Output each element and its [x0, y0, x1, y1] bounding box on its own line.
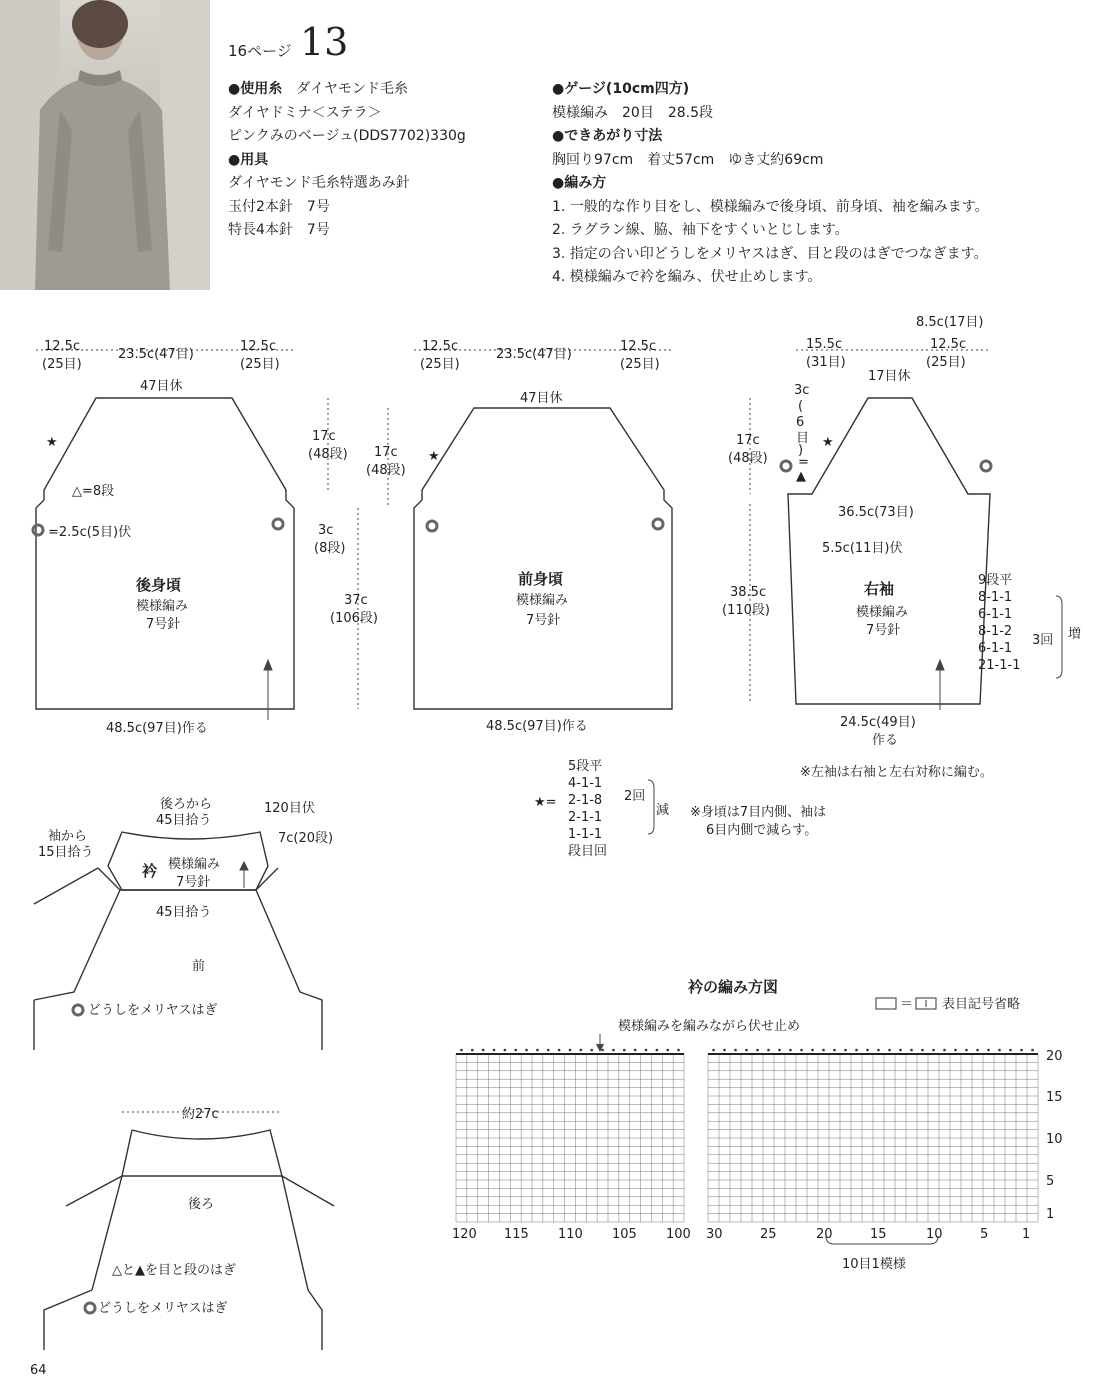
left-line: ピンクみのベージュ(DDS7702)330g [228, 128, 466, 144]
back-h3: 37c [344, 593, 368, 608]
sleeve-mid: 36.5c(73目) [838, 505, 914, 520]
right-line: 3. 指定の合い印どうしをメリヤスはぎ、目と段のはぎでつなぎます。 [552, 245, 988, 262]
back-needle: 7号針 [146, 617, 181, 632]
bindoff-stitch-icon [745, 1049, 748, 1052]
match-mark-icon [427, 521, 437, 531]
back-title: 後身頃 [136, 576, 182, 594]
back-w3: 12.5c [240, 339, 277, 354]
bindoff-stitch-icon [921, 1049, 924, 1052]
bindoff-stitch-icon [833, 1049, 836, 1052]
front-assembly-lines [34, 868, 322, 1050]
bindoff-stitch-icon [778, 1049, 781, 1052]
sleeve-title: 右袖 [864, 580, 895, 598]
sleeve-h1: 17c [736, 433, 760, 448]
bindoff-stitch-icon [910, 1049, 913, 1052]
star-table-row: 4-1-1 [568, 776, 603, 791]
bindoff-stitch-icon [866, 1049, 869, 1052]
match-mark-icon [653, 519, 663, 529]
bindoff-stitch-icon [789, 1049, 792, 1052]
chart-x-tick: 110 [558, 1227, 583, 1242]
collar-sleeve-pick1: 袖から [48, 829, 88, 844]
front-top: 47目休 [520, 391, 563, 406]
match-mark-icon [273, 519, 283, 529]
right-line: 2. ラグラン線、脇、袖下をすくいとじします。 [552, 222, 849, 238]
sleeve-inc-label: 増 [1068, 627, 1082, 642]
collar-needle: 7号針 [176, 875, 211, 890]
bindoff-stitch-icon [580, 1049, 583, 1052]
sleeve-w3: 12.5c [930, 337, 967, 352]
sleeve-inc-row: 8-1-1 [978, 590, 1013, 605]
back-circle-note: =2.5c(5目)伏 [48, 525, 132, 540]
backview-join1: △と▲を目と段のはぎ [112, 1263, 236, 1278]
bindoff-stitch-icon [471, 1049, 474, 1052]
bindoff-stitch-icon [998, 1049, 1001, 1052]
sleeve-inc-row: 6-1-1 [978, 641, 1013, 656]
chart-y-tick: 5 [1046, 1174, 1055, 1189]
chart-x-tick: 1 [1022, 1227, 1031, 1242]
star-table-row: 2-1-8 [568, 793, 603, 808]
back-h3-sub: (106段) [330, 611, 378, 626]
bindoff-stitch-icon [756, 1049, 759, 1052]
bindoff-stitch-icon [547, 1049, 550, 1052]
bindoff-stitch-icon [612, 1049, 615, 1052]
star-icon: ★ [822, 435, 834, 450]
sleeve-bottom: 24.5c(49目) [840, 715, 916, 730]
right-line: ●編み方 [552, 175, 607, 191]
back-h2: 3c [318, 523, 334, 538]
collar-pattern: 模様編み [168, 857, 221, 872]
back-w1-sub: (25目) [42, 357, 82, 372]
front-h1: 17c [374, 445, 398, 460]
bindoff-stitch-icon [666, 1049, 669, 1052]
star-table-row: 2-1-1 [568, 810, 603, 825]
right-line: ●できあがり寸法 [552, 128, 663, 144]
bindoff-stitch-icon [656, 1049, 659, 1052]
back-w2: 23.5c(47目) [118, 347, 194, 362]
collar-name: 衿 [142, 862, 158, 880]
back-body-outline [36, 398, 294, 709]
sleeve-top: 17目休 [868, 369, 911, 384]
bindoff-stitch-icon [504, 1049, 507, 1052]
bindoff-stitch-icon [723, 1049, 726, 1052]
svg-text:＝: ＝ [900, 997, 914, 1012]
bindoff-stitch-icon [855, 1049, 858, 1052]
back-w3-sub: (25目) [240, 357, 280, 372]
chart-x-tick: 20 [816, 1227, 833, 1242]
bindoff-stitch-icon [734, 1049, 737, 1052]
bindoff-stitch-icon [460, 1049, 463, 1052]
chart-x-tick: 15 [870, 1227, 887, 1242]
right-line: 4. 模様編みで衿を編み、伏せ止めします。 [552, 269, 822, 285]
sleeve-inc-row: 6-1-1 [978, 607, 1013, 622]
sleeve-inc-row: 21-1-1 [978, 658, 1021, 673]
sleeve-inc-row: 9段平 [978, 573, 1013, 588]
collar-join: どうしをメリヤスはぎ [88, 1003, 218, 1018]
front-w1: 12.5c [422, 339, 459, 354]
bindoff-stitch-icon [943, 1049, 946, 1052]
chart-x-tick: 100 [666, 1227, 691, 1242]
chart-y-tick: 1 [1046, 1207, 1055, 1222]
bindoff-stitch-icon [493, 1049, 496, 1052]
star-icon: ★ [46, 435, 58, 450]
match-mark-icon [33, 525, 43, 535]
front-bottom: 48.5c(97目)作る [486, 719, 588, 734]
pattern-number: 13 [300, 20, 349, 64]
match-mark-icon [85, 1303, 95, 1313]
right-line: ●ゲージ(10cm四方) [552, 81, 690, 97]
sleeve-h1-sub: (48段) [728, 451, 768, 466]
star-table-row: 5段平 [568, 759, 603, 774]
bindoff-stitch-icon [536, 1049, 539, 1052]
back-h2-sub: (8段) [314, 541, 346, 556]
bindoff-stitch-icon [712, 1049, 715, 1052]
back-bottom: 48.5c(97目)作る [106, 721, 208, 736]
bindoff-stitch-icon [1020, 1049, 1023, 1052]
left-line: ●使用糸 ダイヤモンド毛糸 [228, 81, 408, 97]
page-number: 64 [30, 1363, 47, 1378]
chart-x-tick: 30 [706, 1227, 723, 1242]
bindoff-stitch-icon [800, 1049, 803, 1052]
sleeve-v1: 3c [794, 383, 810, 398]
match-mark-icon [981, 461, 991, 471]
collar-chart-grid [456, 1049, 1038, 1222]
bindoff-stitch-icon [1031, 1049, 1034, 1052]
bindoff-stitch-icon [634, 1049, 637, 1052]
left-line: 特長4本針 7号 [228, 222, 330, 238]
star-note1: ※身頃は7目内側、袖は [690, 805, 827, 820]
collar-sleeve-pick2: 15目拾う [38, 845, 94, 860]
bindoff-stitch-icon [987, 1049, 990, 1052]
left-line: ダイヤモンド毛糸特選あみ針 [228, 175, 410, 191]
front-w2: 23.5c(47目) [496, 347, 572, 362]
front-h1-sub: (48段) [366, 463, 406, 478]
chart-x-tick: 120 [452, 1227, 477, 1242]
sleeve-note: ※左袖は右袖と左右対称に編む。 [800, 765, 993, 780]
backview-width: 約27c [182, 1107, 219, 1122]
sleeve-h2: 38.5c [730, 585, 767, 600]
back-h1: 17c [312, 429, 336, 444]
bindoff-stitch-icon [1009, 1049, 1012, 1052]
back-top: 47目休 [140, 379, 183, 394]
sleeve-w1-sub: (31目) [806, 355, 846, 370]
collar-chart-axes [452, 1049, 1063, 1242]
sleeve-v1b: 6 [796, 415, 805, 430]
right-line: 模様編み 20目 28.5段 [552, 104, 713, 121]
front-body-outline [414, 408, 672, 709]
triangle-filled-icon: ▲ [796, 469, 806, 484]
bindoff-stitch-icon [888, 1049, 891, 1052]
back-triangle-note: △=8段 [72, 484, 115, 499]
bindoff-stitch-icon [899, 1049, 902, 1052]
sleeve-pattern: 模様編み [856, 605, 909, 620]
bindoff-stitch-icon [932, 1049, 935, 1052]
sleeve-v1d: ) [798, 443, 804, 458]
bindoff-stitch-icon [590, 1049, 593, 1052]
left-line: 玉付2本針 7号 [228, 198, 330, 215]
collar-front-pick: 45目拾う [156, 905, 212, 920]
chart-x-tick: 5 [980, 1227, 989, 1242]
star-dec-label: 減 [656, 803, 670, 818]
left-line: ダイヤドミナ＜ステラ＞ [228, 104, 382, 121]
bindoff-stitch-icon [601, 1049, 604, 1052]
chart-repeat: 10目1模様 [842, 1257, 906, 1272]
sleeve-w1: 15.5c [806, 337, 843, 352]
page-ref: 16ページ [228, 42, 292, 60]
sleeve-circle-note: 5.5c(11目)伏 [822, 541, 903, 556]
sleeve-v1a: ( [798, 399, 804, 414]
sleeve-v1e: = [798, 455, 809, 470]
bindoff-stitch-icon [645, 1049, 648, 1052]
backview-label: 後ろ [188, 1197, 215, 1212]
collar-height: 7c(20段) [278, 831, 334, 846]
bindoff-stitch-icon [767, 1049, 770, 1052]
star-note2: 6目内側で減らす。 [706, 823, 818, 838]
chart-x-tick: 10 [926, 1227, 943, 1242]
star-table-row: 1-1-1 [568, 827, 603, 842]
sleeve-h2-sub: (110段) [722, 603, 770, 618]
bindoff-stitch-icon [569, 1049, 572, 1052]
bindoff-stitch-icon [954, 1049, 957, 1052]
chart-title: 衿の編み方図 [688, 978, 779, 996]
star-icon: ★ [428, 449, 440, 464]
front-w3-sub: (25目) [620, 357, 660, 372]
bindoff-stitch-icon [844, 1049, 847, 1052]
bindoff-stitch-icon [525, 1049, 528, 1052]
chart-y-tick: 20 [1046, 1049, 1063, 1064]
sleeve-times: 3回 [1032, 633, 1054, 648]
back-w1: 12.5c [44, 339, 81, 354]
star-icon: ★= [534, 795, 557, 810]
bindoff-stitch-icon [623, 1049, 626, 1052]
bindoff-stitch-icon [514, 1049, 517, 1052]
back-pattern: 模様編み [136, 599, 189, 614]
right-line: 1. 一般的な作り目をし、模様編みで後身頃、前身頃、袖を編みます。 [552, 198, 989, 215]
chart-y-tick: 15 [1046, 1090, 1063, 1105]
bindoff-stitch-icon [965, 1049, 968, 1052]
bindoff-stitch-icon [677, 1049, 680, 1052]
collar-bindoff: 120目伏 [264, 801, 315, 816]
chart-top-note: 模様編みを編みながら伏せ止め [618, 1019, 801, 1034]
right-line: 胸回り97cm 着丈57cm ゆき丈約69cm [552, 151, 824, 168]
sleeve-w3-sub: (25目) [926, 355, 966, 370]
chart-x-tick: 105 [612, 1227, 637, 1242]
bindoff-stitch-icon [482, 1049, 485, 1052]
collar-front: 前 [192, 959, 206, 974]
bindoff-stitch-icon [877, 1049, 880, 1052]
chart-x-tick: 25 [760, 1227, 777, 1242]
sleeve-v1c: 目 [796, 431, 810, 446]
star-table-row: 段目回 [568, 844, 608, 859]
bindoff-stitch-icon [811, 1049, 814, 1052]
bindoff-stitch-icon [558, 1049, 561, 1052]
back-h1-sub: (48段) [308, 447, 348, 462]
front-pattern: 模様編み [516, 593, 569, 608]
collar-back-pick1: 後ろから [160, 797, 213, 812]
chart-y-tick: 10 [1046, 1132, 1063, 1147]
match-mark-icon [73, 1005, 83, 1015]
front-w1-sub: (25目) [420, 357, 460, 372]
sleeve-inc-row: 8-1-2 [978, 624, 1013, 639]
match-mark-icon [781, 461, 791, 471]
backview-join2: どうしをメリヤスはぎ [98, 1301, 228, 1316]
star-decrease-table [568, 759, 607, 859]
bindoff-stitch-icon [976, 1049, 979, 1052]
sleeve-bottom2: 作る [872, 733, 899, 748]
back-assembly-lines [44, 1130, 334, 1350]
front-w3: 12.5c [620, 339, 657, 354]
chart-x-tick: 115 [504, 1227, 529, 1242]
sleeve-needle: 7号針 [866, 623, 901, 638]
front-title: 前身頃 [518, 570, 564, 588]
front-needle: 7号針 [526, 613, 561, 628]
left-line: ●用具 [228, 151, 269, 168]
bindoff-stitch-icon [822, 1049, 825, 1052]
collar-back-pick2: 45目拾う [156, 813, 212, 828]
sleeve-w2: 8.5c(17目) [916, 315, 984, 330]
chart-legend: 表目記号省略 [942, 997, 1021, 1012]
star-times: 2回 [624, 789, 646, 804]
